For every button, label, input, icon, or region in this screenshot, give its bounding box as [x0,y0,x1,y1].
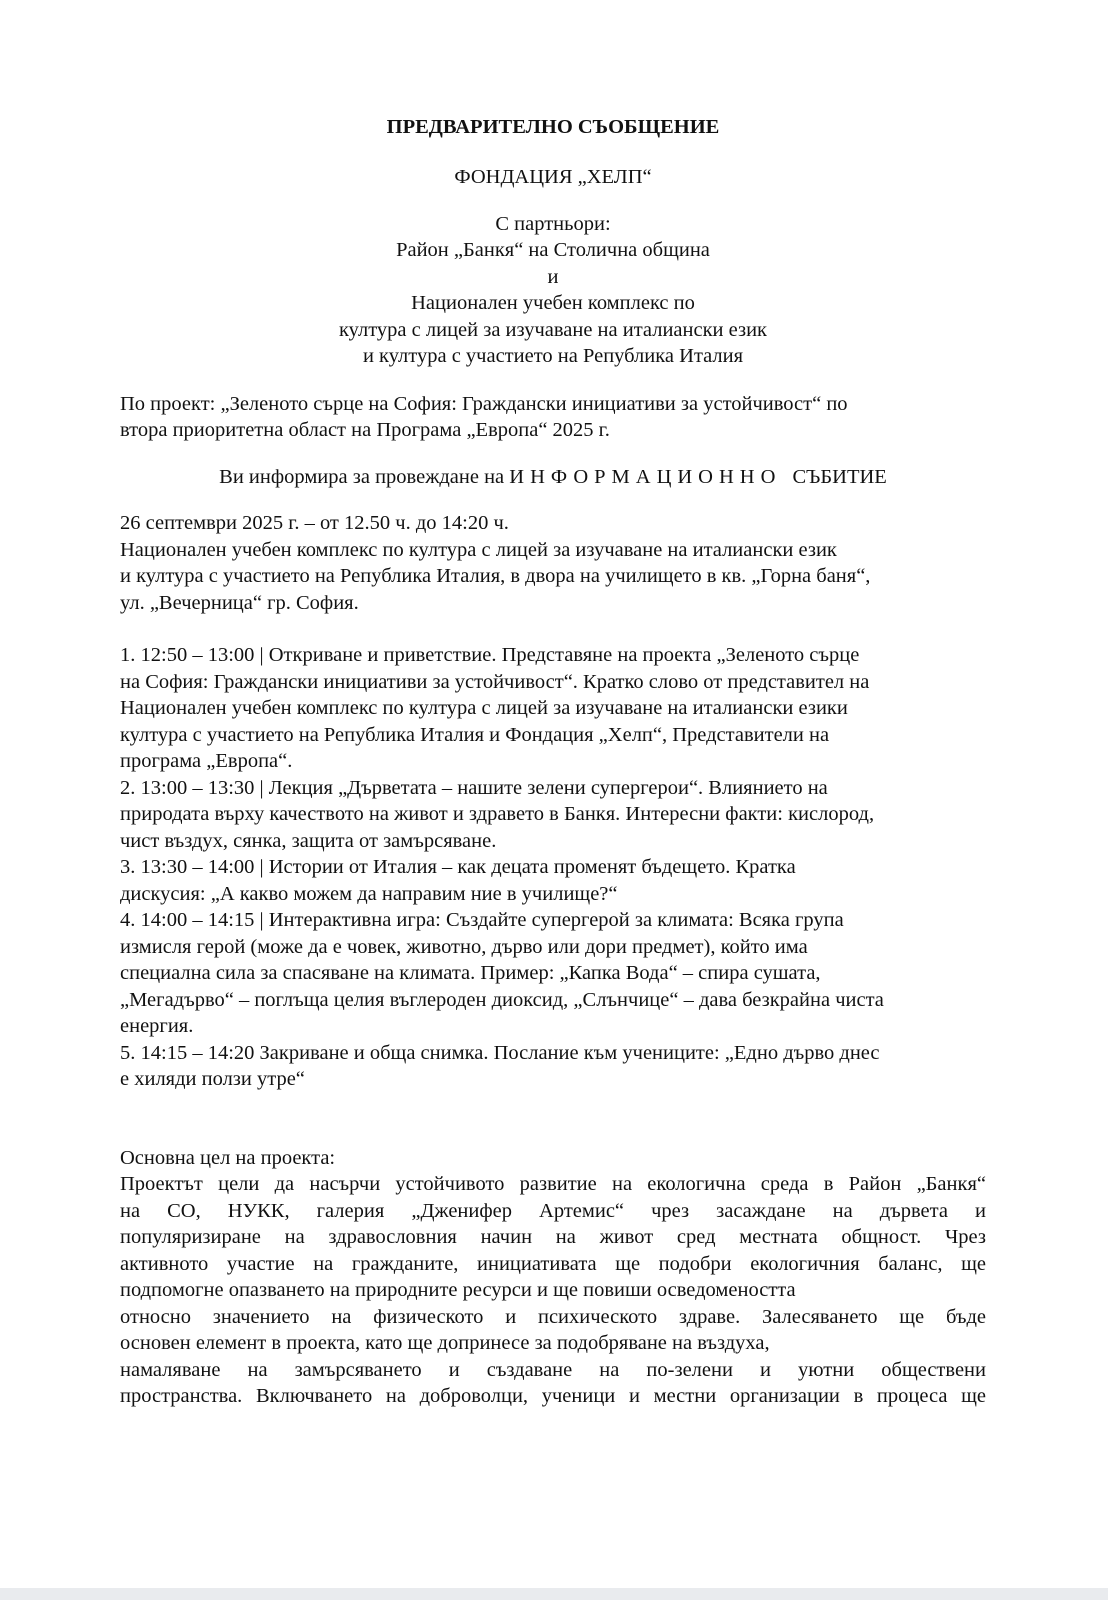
goal-line: популяризиране на здравословния начин на живот сред местната общност. Чрез [120,1226,986,1248]
goal-heading: Основна цел на проекта: [120,1146,336,1169]
project-line: втора приоритетна област на Програма „Европа“ 2025 г. [120,419,610,441]
partners-line: и [547,265,559,288]
document-title: ПРЕДВАРИТЕЛНО СЪОБЩЕНИЕ [386,116,720,138]
event-details-line: Национален учебен комплекс по култура с лицей за изучаване на италиански език [120,538,837,561]
partners-line: С партньори: [495,212,611,235]
partners-block [120,211,986,370]
goal-line: активното участие на гражданите, инициативата ще подобри екологичния баланс, ще [120,1252,986,1275]
project-line: По проект: „Зеленото сърце на София: Граждански инициативи за устойчивост“ по [120,392,848,415]
goal-line: Проектът цели да насърчи устойчивото развитие на екологична среда в Район „Банкя“ [120,1173,986,1195]
agenda-line: чист въздух, сянка, защита от замърсяване. [120,829,497,852]
goal-paragraph [120,1171,986,1410]
event-details-line: и култура с участието на Република Италия, в двора на училището в кв. „Горна баня“, [120,565,871,587]
announcement-prefix: Ви информира за провеждане на [219,465,505,488]
goal-line: намаляване на замърсяването и създаване на по-зелени и уютни обществени [120,1358,986,1381]
partners-line: Район „Банкя“ на Столична община [396,239,710,261]
agenda-line: програма „Европа“. [120,750,293,772]
event-details-line: 26 септември 2025 г. – от 12.50 ч. до 14:20 ч. [120,512,509,534]
agenda-line: на София: Граждански инициативи за устойчивост“. Кратко слово от представител на [120,670,870,693]
agenda-line: измисля герой (може да е човек, животно, дърво или дори предмет), който има [120,935,808,958]
agenda-line: 3. 13:30 – 14:00 | Истории от Италия – как децата променят бъдещето. Кратка [120,856,796,878]
foundation-name: ФОНДАЦИЯ „ХЕЛП“ [454,166,652,188]
document-body [120,112,986,1410]
agenda-list [120,642,986,1093]
agenda-line: „Мегадърво“ – поглъща целия въглероден диоксид, „Слънчице“ – дава безкрайна чиста [120,988,884,1011]
event-word-informational: ИНФОРМАЦИОННО [509,465,782,488]
agenda-line: Национален учебен комплекс по култура с лицей за изучаване на италиански езики [120,697,848,719]
event-announcement [120,464,986,491]
goal-line: подпомогне опазването на природните ресурси и ще повиши осведомеността [120,1279,796,1301]
partners-line: и култура с участието на Република Италия [362,345,744,367]
agenda-line: култура с участието на Република Италия и Фондация „Хелп“, Представители на [120,723,830,746]
partners-line: култура с лицей за изучаване на италиански език [338,318,768,341]
project-statement [120,391,986,444]
agenda-line: 2. 13:00 – 13:30 | Лекция „Дърветата – нашите зелени супергерои“. Влиянието на [120,776,828,799]
goal-line: пространства. Включването на доброволци, ученици и местни организации в процеса ще [120,1385,986,1407]
agenda-line: е хиляди ползи утре“ [120,1068,305,1090]
viewer-bottom-strip [0,1588,1108,1600]
agenda-line: 4. 14:00 – 14:15 | Интерактивна игра: Създайте супергерой за климата: Всяка група [120,909,844,931]
goal-line: основен елемент в проекта, като ще допринесе за подобряване на въздуха, [120,1332,770,1354]
agenda-line: специална сила за спасяване на климата. Пример: „Капка Вода“ – спира сушата, [120,962,821,984]
agenda-line: дискусия: „А какво можем да направим ние в училище?“ [120,882,618,905]
agenda-line: 1. 12:50 – 13:00 | Откриване и приветствие. Представяне на проекта „Зеленото сърце [120,644,860,666]
event-word-event: СЪБИТИЕ [792,465,887,488]
agenda-line: природата върху качеството на живот и здравето в Банкя. Интересни факти: кислород, [120,803,875,825]
event-details [120,510,986,616]
event-details-line: ул. „Вечерница“ гр. София. [120,591,359,614]
agenda-line: 5. 14:15 – 14:20 Закриване и обща снимка. Послание към учениците: „Едно дърво днес [120,1041,880,1064]
agenda-line: енергия. [120,1015,194,1037]
partners-line: Национален учебен комплекс по [411,292,695,314]
goal-line: на СО, НУКК, галерия „Дженифер Артемис“ чрез засаждане на дървета и [120,1199,986,1222]
goal-line: относно значението на физическото и психическото здраве. Залесяването ще бъде [120,1305,986,1328]
